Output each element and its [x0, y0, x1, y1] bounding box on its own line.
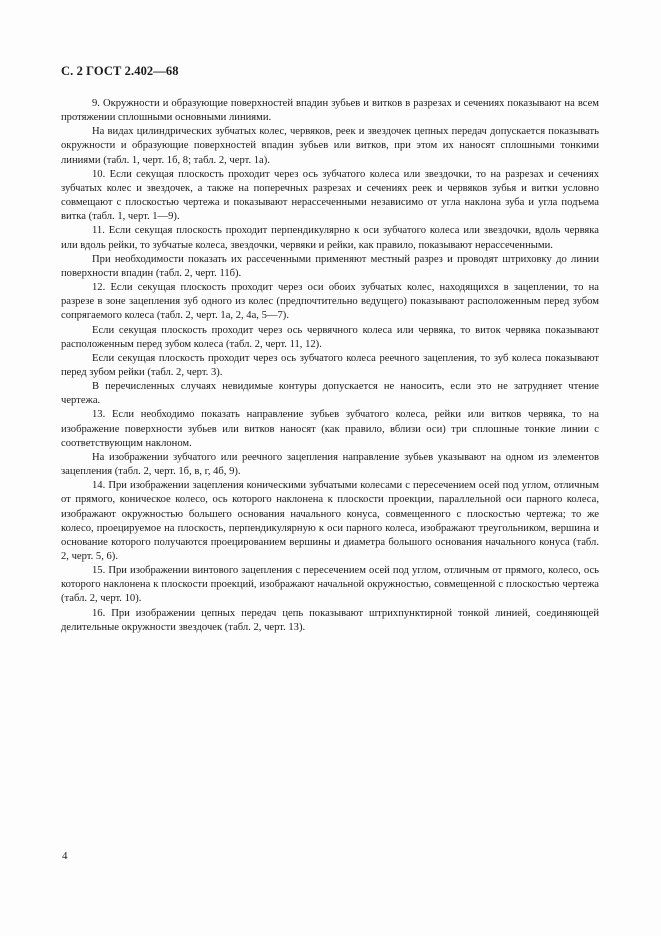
paragraph-14: 14. При изображении зацепления коническими зубчатыми колесами с пересечением осей под углом, отличным от прямого, коническое колесо, ось которого наклонена к плоскости проекции, параллельной оси парного колеса, изображают окружностью большего основания начального конуса, совмещенного с плоскостью чертежа; то же колесо, проецируемое на плоскость, перпендикулярную к оси парного колеса, изображают треугольником, вершина и основание которого получаются проецированием вершины и диаметра большого основания начального конуса (табл. 2, черт. 5, 6). — [61, 480, 599, 562]
paragraph-12: 12. Если секущая плоскость проходит через оси обоих зубчатых колес, находящихся в зацеплении, то на разрезе в зоне зацепления зуб одного из колес (предпочтительно ведущего) показывают расположенным перед зубом сопрягаемого колеса (табл. 2, черт. 1а, 2, 4а, 5—7). — [61, 282, 599, 322]
paragraph-12-hidden: В перечисленных случаях невидимые контуры допускается не наносить, если это не затрудняет чтение чертежа. — [61, 381, 599, 407]
paragraph-10: 10. Если секущая плоскость проходит через ось зубчатого колеса или звездочки, то на разрезах и сечениях зубчатых колес и звездочек, а также на поперечных разрезах и сечениях реек и червяков зубья и витки условно совмещают с плоскостью чертежа и показывают нерассеченными независимо от угла наклона зуба и угла подъема витка (табл. 1, черт. 1—9). — [61, 168, 599, 223]
paragraph-13-note: На изображении зубчатого или реечного зацепления направление зубьев указывают на одном из элементов зацепления (табл. 2, черт. 1б, в, г, 4б, 9). — [61, 451, 599, 478]
paragraph-11-note: При необходимости показать их рассеченными применяют местный разрез и проводят штриховку до линии поверхности впадин (табл. 2, черт. 11б). — [61, 253, 599, 279]
paragraph-13: 13. Если необходимо показать направление зубьев зубчатого колеса, рейки или витков червяка, то на изображение поверхности зубьев или витков наносят (как правило, вблизи оси) три сплошные тонкие линии с соответствующим наклоном. — [61, 409, 599, 449]
paragraph-12-worm: Если секущая плоскость проходит через ось червячного колеса или червяка, то виток червяка показывают расположенным перед зубом колеса (табл. 2, черт. 11, 12). — [61, 324, 599, 350]
page-number: 4 — [62, 850, 68, 862]
body-text — [61, 97, 599, 635]
paragraph-9: 9. Окружности и образующие поверхностей впадин зубьев и витков в разрезах и сечениях показывают на всем протяжении сплошными основными линиями. — [61, 98, 599, 124]
paragraph-11: 11. Если секущая плоскость проходит перпендикулярно к оси зубчатого колеса или звездочки, вдоль червяка или вдоль рейки, то зубчатые колеса, звездочки, червяки и рейки, как правило, показывают нерассеченными. — [61, 225, 599, 251]
paragraph-9-note: На видах цилиндрических зубчатых колес, червяков, реек и звездочек цепных передач допускается показывать окружности и образующие поверхностей впадин зубьев или витков, при этом их наносят сплошными тонкими линиями (табл. 1, черт. 1б, 8; табл. 2, черт. 1а). — [61, 126, 599, 166]
paragraph-16: 16. При изображении цепных передач цепь показывают штрихпунктирной тонкой линией, соединяющей делительные окружности звездочек (табл. 2, черт. 13). — [61, 607, 599, 633]
paragraph-15: 15. При изображении винтового зацепления с пересечением осей под углом, отличным от прямого, колесо, ось которого наклонена к плоскости проекций, изображают начальной окружностью, совмещенной с плоскостью чертежа (табл. 2, черт. 10). — [61, 565, 599, 605]
running-head: С. 2 ГОСТ 2.402—68 — [61, 64, 179, 78]
paragraph-12-rack: Если секущая плоскость проходит через ось зубчатого колеса реечного зацепления, то зуб колеса показывают перед зубом рейки (табл. 2, черт. 3). — [61, 352, 599, 378]
